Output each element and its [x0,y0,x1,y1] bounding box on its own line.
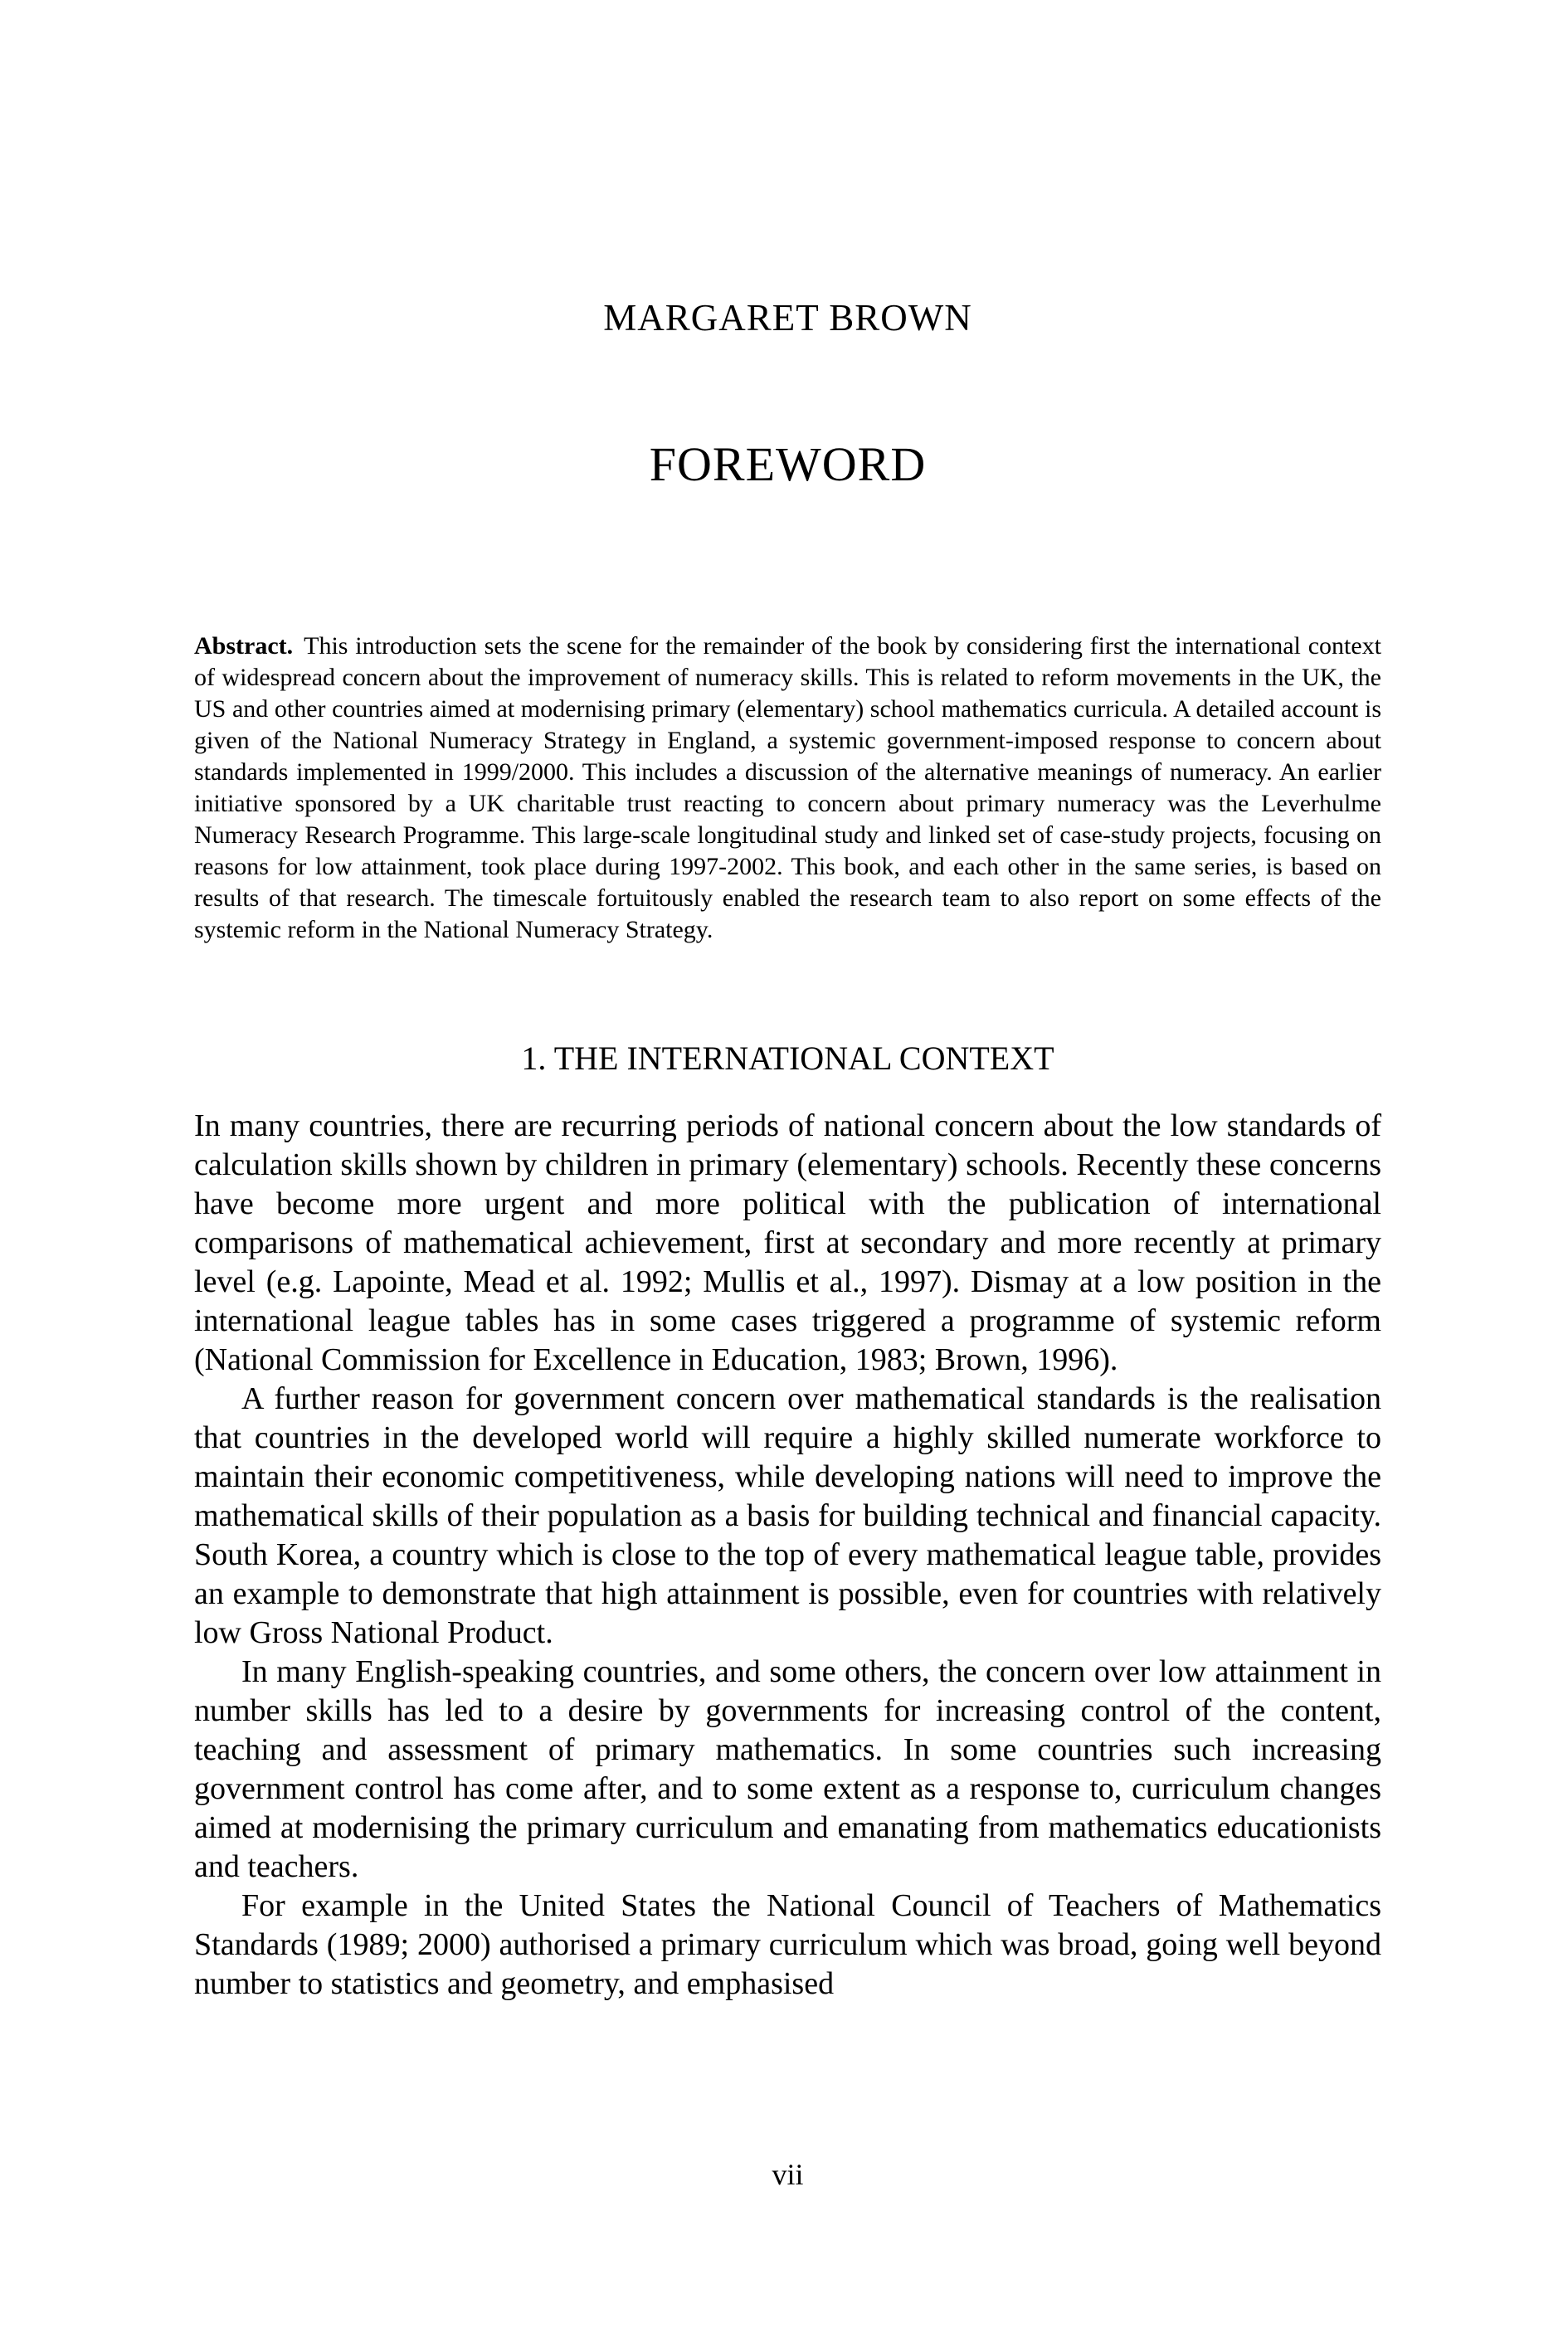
paragraph-1: In many countries, there are recurring periods of national concern about the low standards of calculation skills shown by children in primary (elementary) schools. Recently these concerns have become more urgent and more political with the publication of international comparisons of mathematical achievement, first at secondary and more recently at primary level (e.g. Lapointe, Mead et al. 1992; Mullis et al., 1997). Dismay at a low position in the international league tables has in some cases triggered a programme of systemic reform (National Commission for Excellence in Education, 1983; Brown, 1996). [194,1108,1381,1377]
section-heading: 1. THE INTERNATIONAL CONTEXT [521,1040,1054,1077]
abstract [194,631,1381,946]
author-heading: MARGARET BROWN [603,297,972,338]
paragraph-2: A further reason for government concern over mathematical standards is the realisation that countries in the developed world will require a highly skilled numerate workforce to maintain their economic competitiveness, while developing nations will need to improve the mathematical skills of their population as a basis for building technical and financial capacity. South Korea, a country which is close to the top of every mathematical league table, provides an example to demonstrate that high attainment is possible, even for countries with relatively low Gross National Product. [194,1381,1381,1650]
abstract-text: This introduction sets the scene for the remainder of the book by considering first the international context of widespread concern about the improvement of numeracy skills. This is related to reform movements in the UK, the US and other countries aimed at modernising primary (elementary) school mathematics curricula. A detailed account is given of the National Numeracy Strategy in England, a systemic government-imposed response to concern about standards implemented in 1999/2000. This includes a discussion of the alternative meanings of numeracy. An earlier initiative sponsored by a UK charitable trust reacting to concern about primary numeracy was the Leverhulme Numeracy Research Programme. This large-scale longitudinal study and linked set of case-study projects, focusing on reasons for low attainment, took place during 1997-2002. This book, and each other in the same series, is based on results of that research. The timescale fortuitously enabled the research team to also report on some effects of the systemic reform in the National Numeracy Strategy. [194,632,1381,943]
paragraph-4: For example in the United States the National Council of Teachers of Mathematics Standards (1989; 2000) authorised a primary curriculum which was broad, going well beyond number to statistics and geometry, and emphasised [194,1888,1381,2001]
body-text [194,1107,1381,2004]
paragraph-3: In many English-speaking countries, and some others, the concern over low attainment in number skills has led to a desire by governments for increasing control of the content, teaching and assessment of primary mathematics. In some countries such increasing government control has come after, and to some extent as a response to, curriculum changes aimed at modernising the primary curriculum and emanating from mathematics educationists and teachers. [194,1654,1381,1884]
page-title: FOREWORD [649,437,927,491]
abstract-label: Abstract. [194,632,294,660]
page-number: vii [772,2158,804,2191]
